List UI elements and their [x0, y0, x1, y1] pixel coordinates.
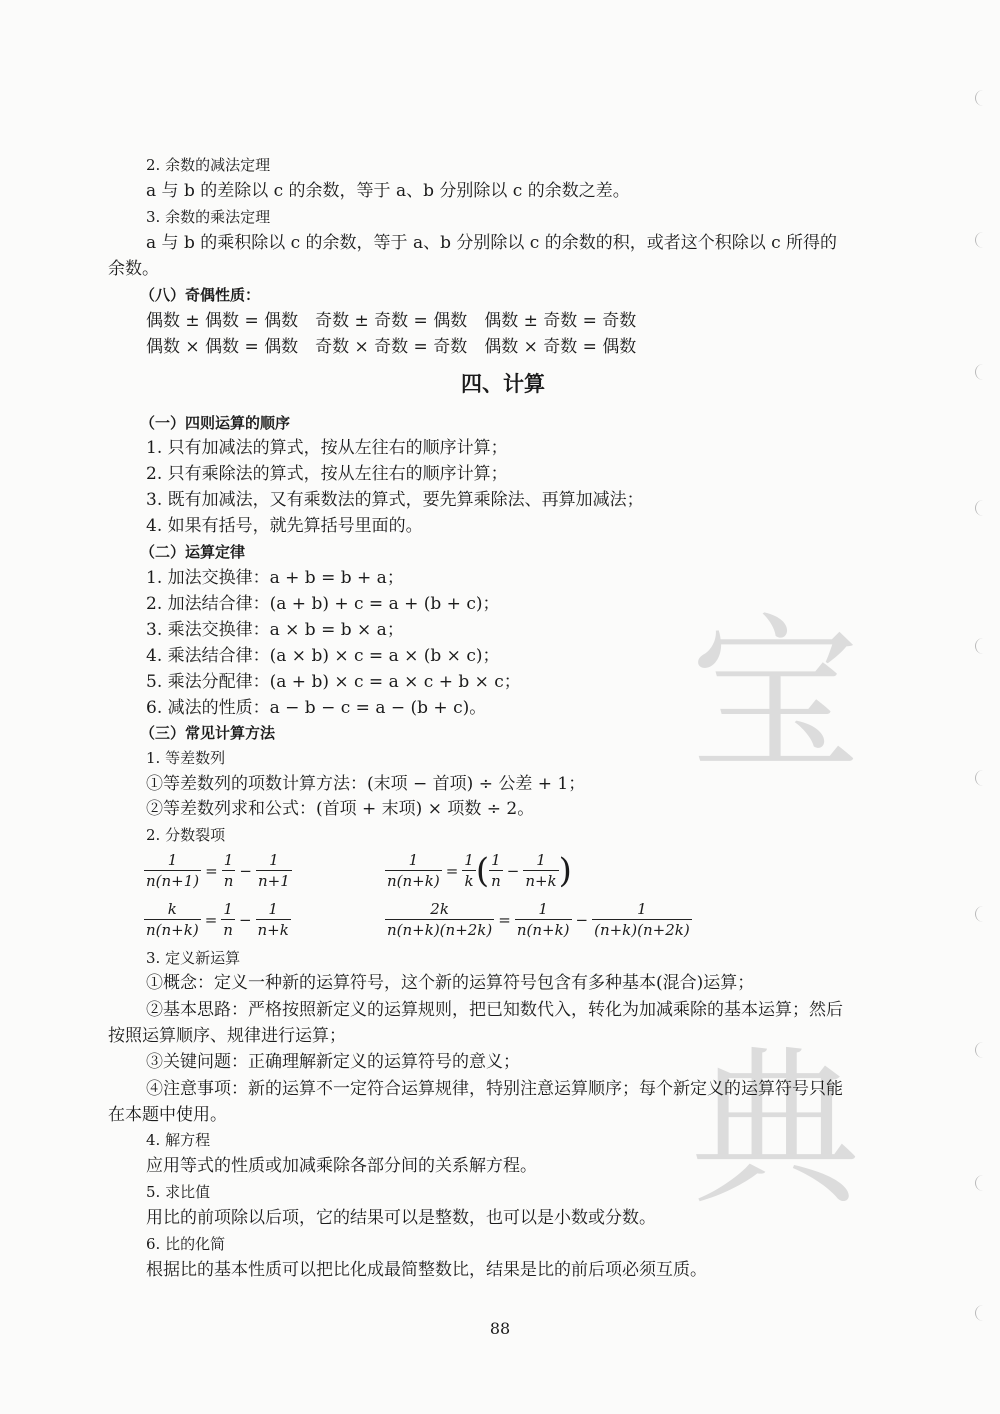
denominator: n(n+k): [516, 921, 570, 939]
watermark-char-2: 典: [690, 1031, 861, 1229]
list-item: 2. 加法结合律：(a + b) + c = a + (b + c)；: [146, 594, 500, 614]
minus-sign: −: [575, 910, 589, 929]
numerator: k: [167, 900, 177, 918]
numerator: 1: [223, 851, 234, 869]
numerator: 1: [538, 900, 548, 918]
fraction: [256, 899, 291, 940]
list-item: ①等差数列的项数计算方法：(末项 − 首项) ÷ 公差 + 1；: [146, 774, 586, 794]
list-item: ③关键问题：正确理解新定义的运算符号的意义；: [146, 1052, 520, 1072]
list-item: ②等差数列求和公式：(首项 + 末项) × 项数 ÷ 2。: [146, 799, 535, 819]
fraction: [144, 850, 201, 891]
formula-split-3: [144, 899, 291, 940]
numerator: 1: [269, 851, 279, 869]
fraction: [144, 899, 201, 940]
section-heading-order: （一）四则运算的顺序: [140, 414, 291, 432]
equals-sign: =: [445, 861, 459, 880]
denominator: n(n+k): [387, 872, 440, 890]
denominator: n(n+k): [146, 921, 199, 939]
list-item: 4. 如果有括号，就先算括号里面的。: [146, 516, 423, 536]
minus-sign: −: [239, 861, 252, 880]
paragraph: a 与 b 的乘积除以 c 的余数，等于 a、b 分别除以 c 的余数的积，或者这个积除以 c 所得的: [146, 233, 838, 253]
formula-split-2: [385, 850, 572, 891]
list-item: 3. 乘法交换律：a × b = b × a；: [146, 620, 404, 640]
subheading-new-operation: 3. 定义新运算: [146, 949, 241, 967]
parity-row-1: 偶数 ± 偶数 = 偶数 奇数 ± 奇数 = 偶数 偶数 ± 奇数 = 奇数: [146, 311, 637, 331]
equals-sign: =: [498, 910, 511, 929]
left-paren: (: [475, 850, 490, 891]
binding-hole: [975, 364, 986, 380]
paragraph: 根据比的基本性质可以把比化成最简整数比，结果是比的前后项必须互质。: [146, 1260, 707, 1280]
subheading-equations: 4. 解方程: [146, 1131, 211, 1149]
paragraph: 余数。: [108, 259, 159, 279]
equals-sign: =: [205, 861, 218, 880]
equals-sign: =: [204, 910, 218, 929]
binding-hole: [975, 1042, 986, 1058]
numerator: 1: [536, 851, 546, 869]
fraction: [385, 850, 442, 891]
list-item: 1. 加法交换律：a + b = b + a；: [146, 568, 404, 588]
denominator: n: [223, 921, 233, 939]
list-item: ④注意事项：新的运算不一定符合运算规律，特别注意运算顺序；每个新定义的运算符号只能: [146, 1079, 843, 1099]
numerator: 2k: [430, 900, 449, 918]
list-item: 5. 乘法分配律：(a + b) × c = a × c + b × c；: [146, 672, 521, 692]
subheading-ratio-value: 5. 求比值: [146, 1183, 211, 1201]
page-number: 88: [489, 1319, 511, 1338]
fraction: [256, 850, 292, 891]
formula-split-1: [144, 850, 292, 891]
denominator: n+k: [525, 872, 557, 890]
fraction: [385, 899, 494, 940]
numerator: 1: [408, 851, 419, 869]
list-item: 2. 只有乘除法的算式，按从左往右的顺序计算；: [146, 464, 508, 484]
fraction: [515, 899, 572, 940]
denominator: k: [464, 872, 474, 890]
section-heading-parity: （八）奇偶性质：: [140, 286, 261, 304]
parity-row-2: 偶数 × 偶数 = 偶数 奇数 × 奇数 = 奇数 偶数 × 奇数 = 偶数: [146, 337, 637, 357]
list-item: 3. 既有加减法，又有乘数法的算式，要先算乘除法、再算加减法；: [146, 490, 644, 510]
right-paren: ): [558, 850, 572, 891]
list-item: 1. 只有加减法的算式，按从左往右的顺序计算；: [146, 438, 508, 458]
numerator: 1: [491, 851, 501, 869]
list-item: ①概念：定义一种新的运算符号，这个新的运算符号包含有多种基本(混合)运算；: [146, 973, 755, 993]
fraction: [489, 850, 503, 891]
numerator: 1: [268, 900, 278, 918]
subheading-fraction-splitting: 2. 分数裂项: [146, 826, 226, 844]
binding-hole: [975, 906, 986, 922]
heading-remainder-multiplication: 3. 余数的乘法定理: [146, 208, 271, 226]
list-item: ②基本思路：严格按照新定义的运算规则，把已知数代入，转化为加减乘除的基本运算；然后: [146, 1000, 843, 1020]
minus-sign: −: [506, 861, 520, 880]
heading-remainder-subtraction: 2. 余数的减法定理: [146, 156, 271, 174]
denominator: n+1: [257, 872, 290, 890]
paragraph: 用比的前项除以后项，它的结果可以是整数，也可以是小数或分数。: [146, 1208, 656, 1228]
fraction: [462, 850, 476, 891]
fraction: [592, 899, 692, 940]
binding-hole: [975, 90, 986, 106]
numerator: 1: [637, 900, 647, 918]
paragraph: 应用等式的性质或加减乘除各部分间的关系解方程。: [146, 1156, 537, 1176]
list-item: 4. 乘法结合律：(a × b) × c = a × (b × c)；: [146, 646, 500, 666]
minus-sign: −: [238, 910, 252, 929]
numerator: 1: [167, 851, 178, 869]
subheading-ratio-simplify: 6. 比的化简: [146, 1235, 226, 1253]
fraction: [221, 899, 235, 940]
denominator: n: [223, 872, 234, 890]
numerator: 1: [223, 900, 233, 918]
binding-hole: [975, 500, 986, 516]
paragraph: a 与 b 的差除以 c 的余数，等于 a、b 分别除以 c 的余数之差。: [146, 181, 630, 201]
subheading-arithmetic-sequence: 1. 等差数列: [146, 749, 226, 767]
section-heading-methods: （三）常见计算方法: [140, 724, 276, 742]
numerator: 1: [464, 851, 474, 869]
paragraph: 按照运算顺序、规律进行运算；: [108, 1026, 346, 1046]
list-item: 6. 减法的性质：a − b − c = a − (b + c)。: [146, 698, 487, 718]
formula-split-4: [385, 899, 692, 940]
paragraph: 在本题中使用。: [108, 1105, 227, 1125]
denominator: (n+k)(n+2k): [594, 921, 690, 939]
binding-hole: [975, 638, 986, 654]
fraction: [523, 850, 558, 891]
watermark-char-1: 宝: [690, 598, 861, 796]
denominator: n(n+1): [146, 872, 200, 890]
fraction: [222, 850, 236, 891]
binding-hole: [975, 770, 986, 786]
denominator: n+k: [257, 921, 289, 939]
chapter-title: 四、计算: [461, 371, 545, 396]
section-heading-laws: （二）运算定律: [140, 543, 246, 561]
denominator: n(n+k)(n+2k): [387, 921, 493, 939]
binding-hole: [975, 1175, 986, 1191]
binding-hole: [975, 232, 986, 248]
denominator: n: [491, 872, 501, 890]
